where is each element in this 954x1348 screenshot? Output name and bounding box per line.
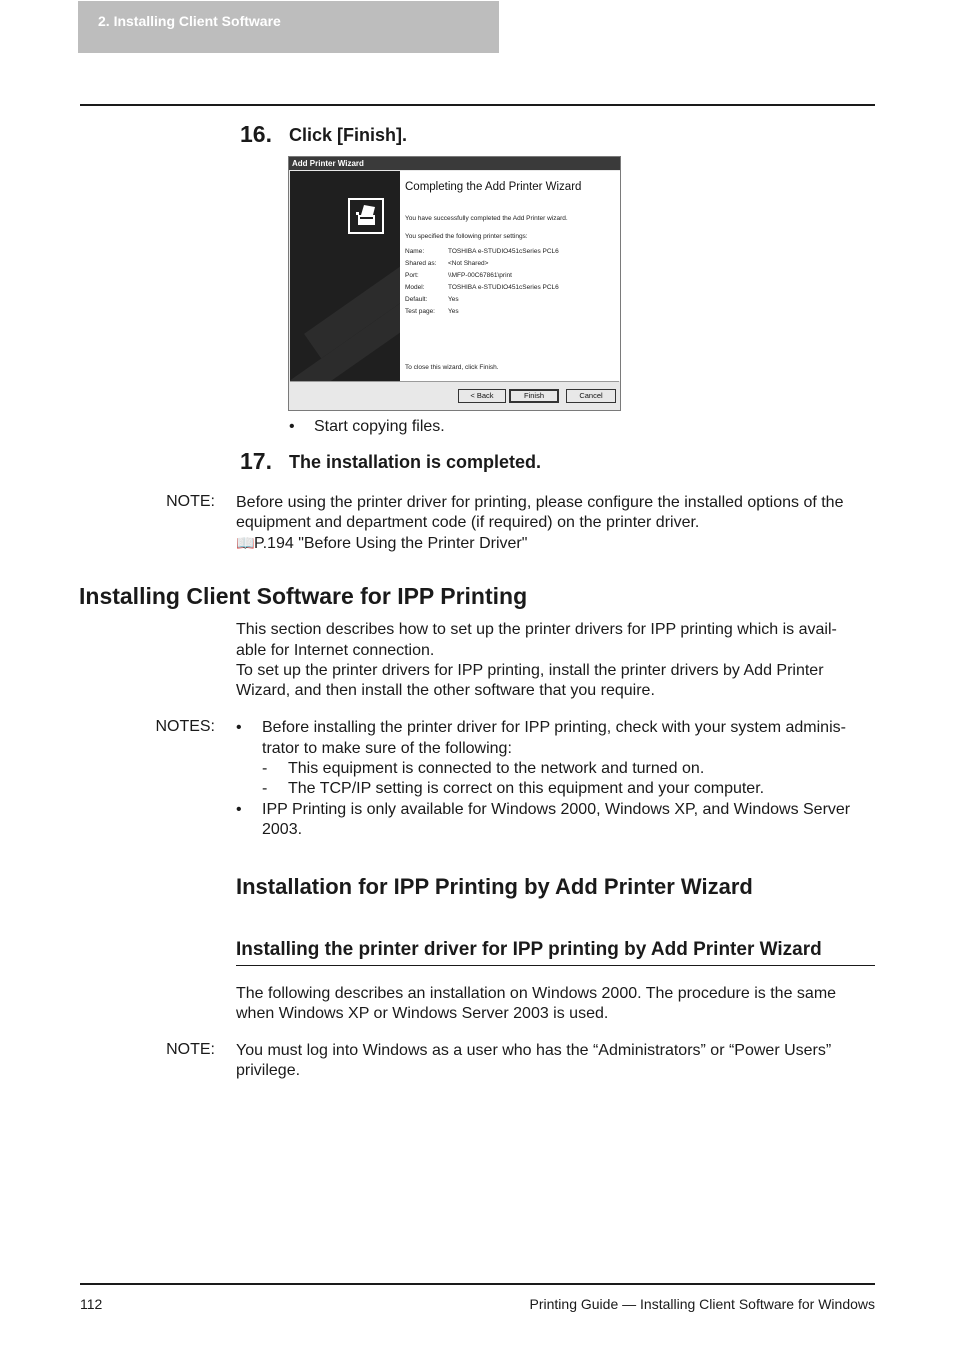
step-16-number: 16. — [240, 121, 272, 147]
dash: - — [262, 760, 268, 777]
notes-text: 2003. — [262, 821, 303, 838]
guide-title: Printing Guide — Installing Client Software for Windows — [529, 1296, 875, 1312]
note-label: NOTE: — [166, 1041, 215, 1058]
setting-label: Model: — [405, 284, 425, 291]
subsubsection-rule — [236, 965, 875, 966]
finish-button[interactable]: Finish — [509, 389, 559, 403]
bullet: • — [289, 418, 295, 435]
setting-label: Shared as: — [405, 260, 437, 267]
step-17-text: The installation is completed. — [289, 452, 542, 472]
subsection-title: Installation for IPP Printing by Add Printer Wizard — [236, 874, 753, 899]
setting-label: Port: — [405, 272, 419, 279]
chapter-tab-label: 2. Installing Client Software — [98, 13, 281, 29]
dialog-line-1: You have successfully completed the Add Printer wizard. — [405, 215, 568, 222]
notes-text: This equipment is connected to the network and turned on. — [288, 760, 705, 777]
dialog-heading: Completing the Add Printer Wizard — [405, 181, 582, 193]
dialog-title: Add Printer Wizard — [289, 157, 620, 170]
cross-reference[interactable] — [236, 534, 527, 555]
bullet: • — [236, 801, 242, 818]
cross-reference-text: P.194 "Before Using the Printer Driver" — [254, 535, 528, 552]
step-16-text: Click [Finish]. — [289, 125, 408, 145]
note-label: NOTE: — [166, 493, 215, 510]
chapter-tab — [78, 1, 499, 53]
setting-value: \\MFP-00C67861\print — [448, 272, 512, 279]
paragraph-line: able for Internet connection. — [236, 642, 435, 659]
setting-label: Default: — [405, 296, 428, 303]
start-copying-text: Start copying files. — [314, 418, 445, 435]
paragraph-line: when Windows XP or Windows Server 2003 is used. — [236, 1005, 609, 1022]
section-title: Installing Client Software for IPP Printing — [79, 583, 528, 609]
note-text: equipment and department code (if required) on the printer driver. — [236, 514, 700, 531]
dialog-close-text: To close this wizard, click Finish. — [405, 364, 499, 371]
cancel-button[interactable]: Cancel — [566, 389, 616, 403]
note-text: You must log into Windows as a user who has the “Administrators” or “Power Users” — [236, 1042, 832, 1059]
paragraph-line: To set up the printer drivers for IPP printing, install the printer drivers by Add Printer — [236, 662, 824, 679]
add-printer-wizard-dialog — [288, 156, 621, 411]
notes-text: IPP Printing is only available for Windows 2000, Windows XP, and Windows Server — [262, 801, 851, 818]
setting-value: <Not Shared> — [448, 260, 489, 267]
notes-text: trator to make sure of the following: — [262, 740, 512, 757]
dialog-separator — [290, 381, 619, 382]
note-text: Before using the printer driver for printing, please configure the installed options of the — [236, 494, 844, 511]
page-number: 112 — [80, 1296, 103, 1312]
setting-label: Test page: — [405, 308, 435, 315]
paragraph-line: This section describes how to set up the printer drivers for IPP printing which is avail- — [236, 621, 837, 638]
setting-value: Yes — [448, 308, 459, 315]
footer-rule — [80, 1283, 875, 1285]
header-rule — [80, 104, 875, 106]
setting-value: Yes — [448, 296, 459, 303]
bullet: • — [236, 719, 242, 736]
back-button[interactable]: < Back — [458, 389, 506, 403]
dash: - — [262, 780, 268, 797]
book-icon: 📖 — [236, 535, 255, 552]
printer-wizard-icon — [348, 198, 384, 234]
setting-value: TOSHIBA e-STUDIO451cSeries PCL6 — [448, 284, 559, 291]
setting-value: TOSHIBA e-STUDIO451cSeries PCL6 — [448, 248, 559, 255]
step-17-number: 17. — [240, 448, 272, 474]
note-text: privilege. — [236, 1062, 301, 1079]
setting-label: Name: — [405, 248, 425, 255]
paragraph-line: The following describes an installation on Windows 2000. The procedure is the same — [236, 985, 837, 1002]
subsubsection-title: Installing the printer driver for IPP printing by Add Printer Wizard — [236, 939, 822, 960]
notes-text: The TCP/IP setting is correct on this equipment and your computer. — [288, 780, 765, 797]
dialog-side-panel — [290, 171, 400, 381]
notes-text: Before installing the printer driver for IPP printing, check with your system adminis- — [262, 719, 846, 736]
dialog-line-2: You specified the following printer settings: — [405, 233, 528, 240]
paragraph-line: Wizard, and then install the other software that you require. — [236, 682, 655, 699]
notes-label: NOTES: — [155, 718, 215, 735]
dialog-content — [400, 171, 620, 381]
